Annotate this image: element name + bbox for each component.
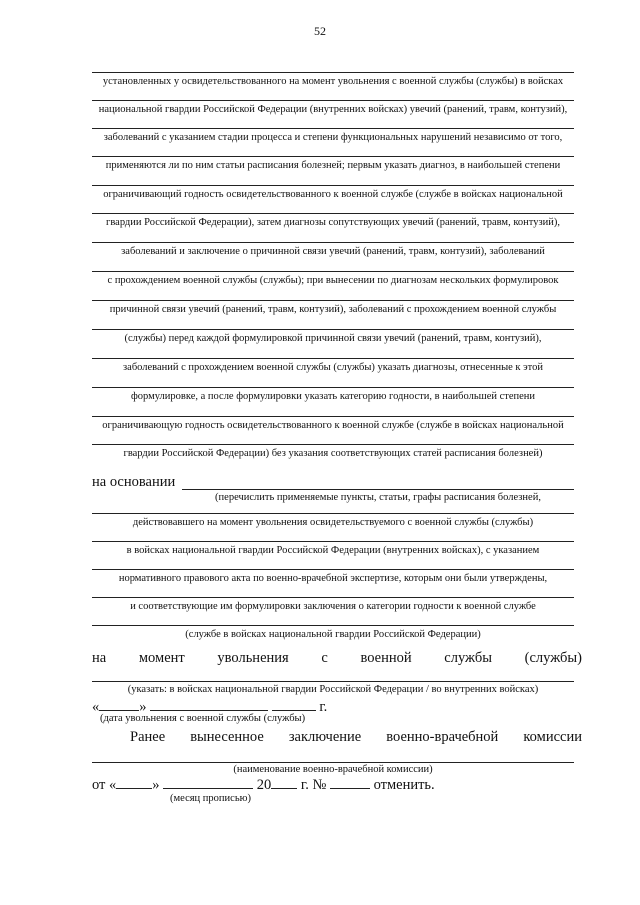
word: службы <box>444 650 492 666</box>
discharge-date: « » г. <box>92 699 328 715</box>
fill-line <box>92 541 574 542</box>
hint-line: действовавшего на момент увольнения освидетельствуемого с военной службы (службы) <box>132 517 534 528</box>
word: на <box>92 650 107 666</box>
word: (службы) <box>524 650 582 666</box>
basis-hint: (перечислить применяемые пункты, статьи, графы расписания болезней, <box>215 492 541 503</box>
hint-line: гвардии Российской Федерации), затем диагнозы сопутствующих увечий (ранений, травм, контузий), <box>106 217 560 228</box>
cancel-line: от « » 20 г. № отменить. <box>92 777 435 793</box>
day-blank[interactable] <box>116 775 152 789</box>
fill-line <box>92 597 574 598</box>
month-hint: (месяц прописью) <box>170 793 251 804</box>
fill-line <box>92 387 574 388</box>
hint-line: нормативного правового акта по военно-врачебной экспертизе, которым они были утверждены, <box>118 573 548 584</box>
moment-hint: (указать: в войсках национальной гвардии Российской Федерации / во внутренних войсках) <box>127 684 539 695</box>
fill-line <box>92 329 574 330</box>
fill-line <box>92 100 574 101</box>
word: Ранее <box>130 729 166 745</box>
hint-line: установленных у освидетельствованного на момент увольнения с военной службы (службы) в войсках <box>102 76 564 87</box>
fill-line <box>92 128 574 129</box>
word: военной <box>360 650 412 666</box>
hint-line: ограничивающую годность освидетельствованного к военной службе (службе в войсках национальной <box>102 420 564 431</box>
number-blank[interactable] <box>330 775 370 789</box>
hint-line: заболеваний с прохождением военной службы (службы) указать диагнозы, отнесенные к этой <box>123 362 543 373</box>
hint-line: национальной гвардии Российской Федерации (внутренних войсках) увечий (ранений, травм, контузий), <box>98 104 568 115</box>
fill-line <box>92 271 574 272</box>
word: момент <box>138 650 185 666</box>
fill-line <box>92 358 574 359</box>
word: с <box>321 650 328 666</box>
word: военно-врачебной <box>386 729 499 745</box>
hint-line: заболеваний с указанием стадии процесса и степени функциональных нарушений независимо от того, <box>103 132 563 143</box>
word: комиссии <box>523 729 582 745</box>
hint-line: заболеваний и заключение о причинной связи увечий (ранений, травм, контузий), заболеваний <box>121 246 545 257</box>
month-blank[interactable] <box>150 697 268 711</box>
hint-line: причинной связи увечий (ранений, травм, контузий), заболеваний с прохождением военной службы <box>109 304 557 315</box>
word: увольнения <box>217 650 289 666</box>
word: заключение <box>288 729 362 745</box>
hint-line: ограничивающий годность освидетельствованного к военной службе (службе в войсках национальной <box>103 189 563 200</box>
basis-fill-line <box>182 489 574 490</box>
year-blank[interactable] <box>271 775 297 789</box>
fill-line <box>92 300 574 301</box>
hint-line: (службы) перед каждой формулировкой причинной связи увечий (ранений, травм, контузий), <box>124 333 542 344</box>
fill-line <box>92 444 574 445</box>
basis-label: на основании <box>92 474 176 490</box>
hint-line: формулировке, а после формулировки указать категорию годности, в наибольшей степени <box>130 391 536 402</box>
hint-line: в войсках национальной гвардии Российской Федерации (внутренних войсках), с указанием <box>126 545 540 556</box>
day-blank[interactable] <box>99 697 139 711</box>
fill-line <box>92 242 574 243</box>
fill-line <box>92 681 574 682</box>
commission-hint: (наименование военно-врачебной комиссии) <box>233 764 433 775</box>
fill-line <box>92 513 574 514</box>
word: вынесенное <box>190 729 264 745</box>
hint-line: гвардии Российской Федерации) без указания соответствующих статей расписания болезней) <box>123 448 543 459</box>
earlier-line <box>130 729 582 746</box>
fill-line <box>92 185 574 186</box>
fill-line <box>92 72 574 73</box>
year-blank[interactable] <box>272 697 316 711</box>
fill-line <box>92 156 574 157</box>
fill-line <box>92 213 574 214</box>
discharge-date-hint: (дата увольнения с военной службы (службы) <box>100 713 306 724</box>
hint-line: и соответствующие им формулировки заключения о категории годности к военной службе <box>130 601 536 612</box>
fill-line <box>92 625 574 626</box>
hint-line: с прохождением военной службы (службы); при вынесении по диагнозам нескольких формулировок <box>107 275 559 286</box>
hint-line: (службе в войсках национальной гвардии Российской Федерации) <box>185 629 481 640</box>
fill-line <box>92 416 574 417</box>
month-blank[interactable] <box>163 775 253 789</box>
page-number: 52 <box>314 24 326 38</box>
fill-line <box>92 569 574 570</box>
hint-line: применяются ли по ним статьи расписания болезней; первым указать диагноз, в наибольшей степени <box>105 160 561 171</box>
moment-line <box>92 650 582 667</box>
